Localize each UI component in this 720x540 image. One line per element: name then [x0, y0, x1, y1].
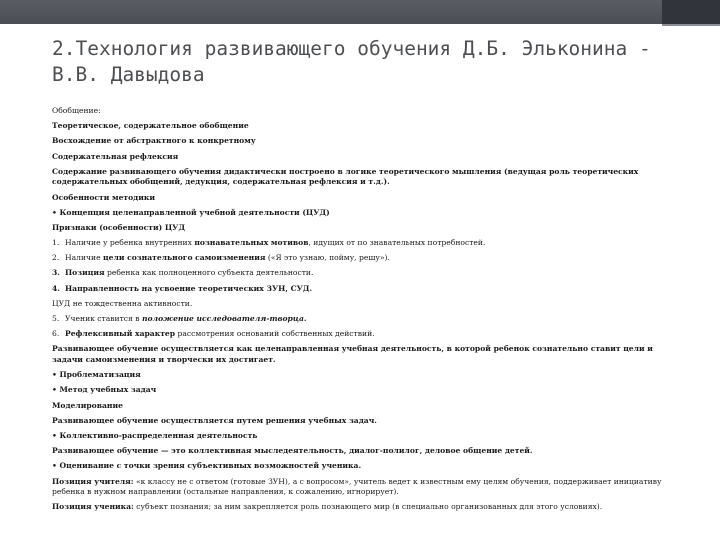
line-bold: Направленность на усвоение теоретических ЗУН, СУД.	[65, 283, 313, 293]
content-line	[52, 299, 664, 310]
content-line	[52, 446, 664, 457]
numbered-line	[52, 284, 664, 295]
line-text: «к классу не с ответом (готовые ЗУН), а с вопросом», учитель ведет к известным ему целям обучения, поддерживает инициативу ребенка в нужном направлении (остальные направления, к сожалению, игнорирует).	[52, 476, 662, 497]
line-text: Обобщение:	[52, 106, 101, 115]
content-line	[52, 385, 664, 396]
line-text: Развивающее обучение осуществляется путем решения учебных задач.	[52, 415, 377, 425]
slide-title: 2.Технология развивающего обучения Д.Б. Эльконина - В.В. Давыдова	[52, 37, 651, 86]
line-text: Признаки (особенности) ЦУД	[52, 222, 186, 232]
list-number: 6.	[52, 329, 60, 339]
content-line	[52, 223, 664, 234]
line-text: • Метод учебных задач	[52, 385, 157, 395]
line-text: Моделирование	[52, 400, 123, 410]
list-number: 5.	[52, 314, 60, 324]
numbered-line	[52, 268, 664, 279]
numbered-line	[52, 253, 664, 264]
line-bold: познавательных мотивов	[194, 238, 309, 248]
list-number: 2.	[52, 253, 60, 263]
line-text: Особенности методики	[52, 192, 155, 202]
line-text: ЦУД не тождественна активности.	[52, 298, 193, 308]
line-text: • Коллективно-распределенная деятельность	[52, 430, 258, 440]
content-line	[52, 370, 664, 381]
line-bold: Рефлексивный характер	[65, 329, 176, 339]
content-line	[52, 136, 664, 147]
list-number: 1.	[52, 238, 60, 248]
line-text: Восхождение от абстрактного к конкретному	[52, 136, 256, 146]
line-text: • Оценивание с точки зрения субъективных возможностей ученика.	[52, 461, 362, 471]
content-line	[52, 121, 664, 132]
slide-content	[52, 106, 664, 517]
line-text: • Проблематизация	[52, 370, 141, 380]
line-bold-italic: положение исследователя-творца.	[141, 314, 307, 324]
line-text: субъект познания; за ним закрепляется роль познающего мир (в специально организованных для этого условиях).	[133, 502, 603, 512]
content-line	[52, 152, 664, 163]
list-number: 3.	[52, 268, 60, 278]
content-line	[52, 208, 664, 219]
content-line	[52, 502, 664, 513]
numbered-line	[52, 329, 664, 340]
line-bold: цели сознательного самоизменения	[103, 253, 266, 263]
line-text: Ученик ставится в	[65, 314, 142, 324]
content-line	[52, 431, 664, 442]
numbered-line	[52, 238, 664, 249]
line-text: рассмотрения оснований собственных действий.	[175, 329, 375, 339]
content-line	[52, 167, 664, 188]
content-line	[52, 193, 664, 204]
line-lead: Позиция учителя:	[52, 476, 134, 486]
line-text: («Я это узнаю, пойму, решу»).	[265, 253, 390, 263]
line-text: • Концепция целенаправленной учебной деятельности (ЦУД)	[52, 207, 330, 217]
line-text: Содержательная рефлексия	[52, 151, 179, 161]
line-text: Наличие	[65, 253, 104, 263]
line-text: Развивающее обучение осуществляется как целенаправленная учебная деятельность, в которой ребенок сознательно ставит цели и задачи самоизменения и творчески их достигает.	[52, 344, 653, 364]
line-text: ребенка как полноценного субъекта деятельности.	[104, 268, 314, 278]
line-text: , идущих от по знавательных потребностей.	[308, 238, 486, 248]
numbered-line	[52, 314, 664, 325]
line-text: Содержание развивающего обучения дидактически построено в логике теоретического мышления (ведущая роль теоретических содержательных обобщений, дедукция, содержательная рефлексия и т.д.).	[52, 166, 639, 187]
header-accent	[662, 0, 720, 24]
content-line	[52, 106, 664, 117]
content-line	[52, 401, 664, 412]
line-text: Теоретическое, содержательное обобщение	[52, 121, 249, 131]
content-line	[52, 416, 664, 427]
line-bold: Позиция	[65, 268, 105, 278]
accent-line	[662, 24, 720, 26]
line-lead: Позиция ученика:	[52, 502, 134, 512]
line-text: Наличие у ребенка внутренних	[65, 238, 195, 248]
list-number: 4.	[52, 283, 60, 293]
header-band	[0, 0, 720, 24]
content-line	[52, 344, 664, 365]
content-line	[52, 461, 664, 472]
content-line	[52, 477, 664, 498]
line-text: Развивающее обучение — это коллективная мыследеятельность, диалог-полилог, деловое общение детей.	[52, 446, 533, 456]
